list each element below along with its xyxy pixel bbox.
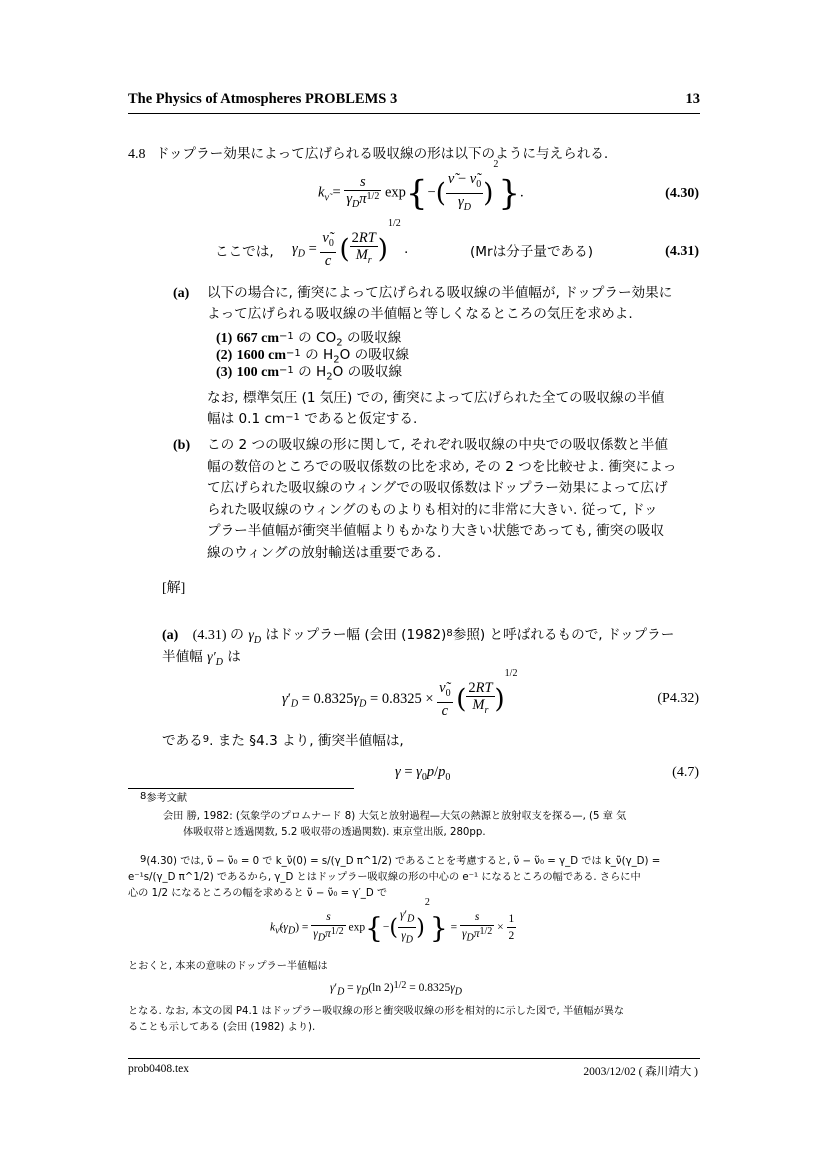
part-b-line-2: 幅の数倍のところでの吸収係数の比を求め, その 2 つを比較せよ. 衝突によっ [207,459,677,475]
part-a-note-2: 幅は 0.1 $cm^{-1}$ であると仮定する. [207,411,418,427]
part-a-line-1: 以下の場合に, 衝突によって広げられる吸収線の半値幅が, ドップラー効果に [207,285,673,301]
answer-a-line-1: (a) (4.31) の $\gamma_D$ はドップラー幅 (会田 $(1982)^8$参照) と呼ばれるもので, ドップラー [162,627,675,646]
footnote-9-line-5: となる. なお, 本文の図 P4.1 はドップラー吸収線の形と衝突吸収線の形を相対的に示した図で, 半値幅が異な [128,1006,625,1017]
footnote-8-ref-2: 体吸収帯と透過関数, 5.2 吸収帯の透過関数). 東京堂出版, 280pp. [183,827,486,838]
problem-intro: 4.8 ドップラー効果によって広げられる吸収線の形は以下のように与えられる. [128,146,609,162]
equation-number-4-31: (4.31) [665,244,699,259]
part-a-item-1: (1) 667 $cm^{-1}$ の $CO_2$ の吸収線 [216,330,402,349]
answer-line-3: である$^9$. また §4.3 より, 衝突半値幅は, [162,733,404,749]
part-b-line-4: られた吸収線のウィングのものよりも相対的に非常に大きい. 従って, ドッ [207,502,658,518]
footnote-9-line-1: $^9$(4.30) では, ν̃ − ν̃₀ = 0 で k_ν̃(0) = s/(γ_D π^1/2) であることを考慮すると, ν̃ − ν̃₀ = γ_D では k_ν̃(γ_D) = [140,854,661,867]
footnote-8-ref-1: 会田 勝, 1982: (気象学のプロムナード 8) 大気と放射過程—大気の熱源と放射収支を探る—, (5 章 気 [163,811,627,822]
footnote-9-line-2: e⁻¹s/(γ_D π^1/2) であるから, γ_D とはドップラー吸収線の形の中心の e⁻¹ になるところの幅である. さらに中 [128,872,641,883]
footer-left: prob0408.tex [128,1063,190,1075]
page-number: 13 [685,91,700,107]
part-a-note-1: なお, 標準気圧 (1 気圧) での, 衝突によって広げられた全ての吸収線の半値 [207,390,665,406]
footnote-8-title: $^8$参考文献 [140,791,188,804]
footnote-9-equation: $k_{\nũ}(\gamma_D)$ = $\frac{s}{\gamma_D\pi^{1/2}}$ exp{−( $\frac{\gamma'_D}{\gamma_D}$ )$^2$} = $\frac{s}{\gamma_D\pi^{1/2}}$ × $\frac{1}{2}$ [270,897,515,946]
footnote-rule [128,788,354,789]
footnote-9-equation-2: $\gamma'_D = \gamma_D(\ln$ $2)^{1/2} = 0.8325\gamma_D$ [330,980,462,998]
problem-number: 4.8 [128,147,146,162]
eq431-note: (Mrは分子量である) [470,244,594,260]
running-header [128,91,700,111]
footnote-9-line-4: とおくと, 本来の意味のドップラー半値幅は [128,961,328,972]
part-a-line-2: よって広げられる吸収線の半値幅と等しくなるところの気圧を求めよ. [207,306,633,322]
answer-heading: [解] [162,581,186,596]
equation-number-4-7: (4.7) [672,765,699,780]
part-b-line-1: この 2 つの吸収線の形に関して, それぞれ吸収線の中央での吸収係数と半値 [207,437,668,453]
equation-number-P4-32: (P4.32) [657,691,699,706]
eq431-prefix: ここでは, [215,244,274,260]
header-rule [128,113,700,114]
part-a-item-2: (2) 1600 $cm^{-1}$ の $H_2O$ の吸収線 [216,347,410,366]
equation-4-30: $k_{\nũ}$ = $\frac{s}{\gamma_D\pi^{1/2}}$ exp{−( $\frac{\nũ - \nũ_0}{\gamma_D}$ )$^2$}. [318,159,524,214]
part-a-label: (a) [173,286,190,301]
part-b-label: (b) [173,438,191,453]
equation-number-4-30: (4.30) [665,186,699,201]
part-b-line-6: 線のウィングの放射輸送は重要である. [207,545,442,561]
answer-a-line-2: 半値幅 $\gamma'_D$ は [162,649,241,668]
part-b-line-5: プラー半値幅が衝突半値幅よりもかなり大きい状態であっても, 衝突の吸収 [207,523,665,539]
equation-4-7: $\gamma = \gamma_0p/p_0$ [395,764,451,783]
part-b-line-3: て広げられた吸収線のウィングでの吸収係数はドップラー効果によって広げ [207,480,668,496]
equation-P4-32: $\gamma'_D = 0.8325\gamma_D = 0.8325$ × $\frac{\nũ_0}{c}$ ( $\frac{2RT}{M_r}$ )$^{1/2}$ [282,668,518,719]
footer-right: 2003/12/02 ( 森川靖大 ) [583,1066,698,1078]
footnote-9-line-6: ることも示してある (会田 (1982) より). [128,1022,316,1033]
footnote-9-line-3: 心の 1/2 になるところの幅を求めると ν̃ − ν̃₀ = γ′_D で [128,888,388,899]
part-a-item-3: (3) 100 $cm^{-1}$ の $H_2O$ の吸収線 [216,364,403,383]
footer-rule [128,1058,700,1059]
equation-4-31: $\gamma_D$ = $\frac{\nũ_0}{c}$ ( $\frac{2RT}{M_r}$ )$^{1/2}$ . [292,218,408,269]
header-title: The Physics of Atmospheres PROBLEMS 3 [128,91,398,107]
